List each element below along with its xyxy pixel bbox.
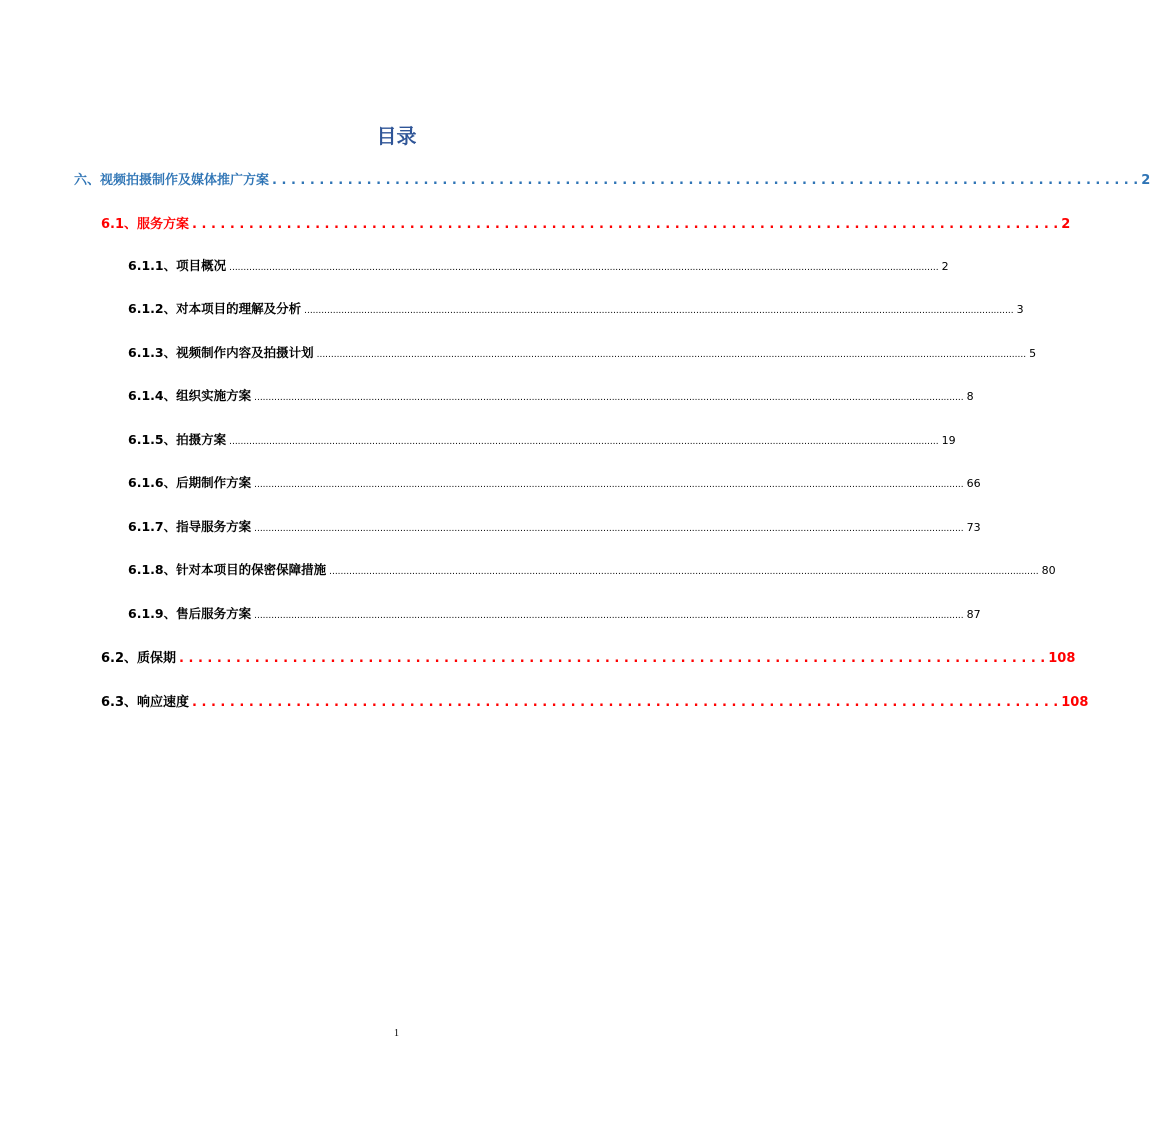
toc-entry-page: 8	[966, 390, 974, 403]
toc-entry-label: 6.1.6、后期制作方案	[128, 475, 252, 490]
toc-entry-page: 66	[966, 477, 981, 490]
dot-leader: . . . . . . . . . . . . . . . . . . . . . . . . . . . . . . . . . . . . . . . . . . . . . . . . . . . . . . . . . . . . . . . . . . . . . . . . . . . . . . . . . . . . . . . . . . . .	[272, 173, 1139, 188]
toc-entry-page: 80	[1041, 564, 1056, 577]
page-title: 目录	[376, 124, 417, 148]
toc-entry-6-1-5[interactable]	[128, 430, 956, 448]
dot-leader: . . . . . . . . . . . . . . . . . . . . . . . . . . . . . . . . . . . . . . . . . . . . . . . . . . . . . . . . . . . . . . . . . . . . . . . . . . . . . . . . . . . . . . . . . . . .	[192, 217, 1059, 232]
dot-leader: ........................................................................................................................................................................................................................................................	[329, 567, 1039, 577]
dot-leader: ........................................................................................................................................................................................................................................................	[229, 263, 939, 273]
toc-entry-label: 6.1.8、针对本项目的保密保障措施	[128, 562, 327, 577]
dot-leader: ........................................................................................................................................................................................................................................................	[254, 393, 964, 403]
toc-entry-6-2[interactable]	[101, 647, 1076, 666]
toc-entry-page: 87	[966, 608, 981, 621]
toc-entry-label: 6.1、服务方案	[101, 217, 190, 232]
toc-entry-6-1-6[interactable]	[128, 473, 981, 491]
toc-entry-page: 73	[966, 521, 981, 534]
dot-leader: ........................................................................................................................................................................................................................................................	[254, 611, 964, 621]
toc-entry-label: 6.1.7、指导服务方案	[128, 519, 252, 534]
toc-entry-6-1-4[interactable]	[128, 386, 974, 404]
toc-entry-label: 6.1.1、项目概况	[128, 258, 227, 273]
dot-leader: . . . . . . . . . . . . . . . . . . . . . . . . . . . . . . . . . . . . . . . . . . . . . . . . . . . . . . . . . . . . . . . . . . . . . . . . . . . . . . . . . . . . . . . . . . . .	[192, 695, 1059, 710]
toc-entry-6-1-2[interactable]	[128, 299, 1024, 317]
toc-entry-6-1-9[interactable]	[128, 604, 981, 622]
toc-entry-label: 6.1.5、拍摄方案	[128, 432, 227, 447]
toc-entry-6-3[interactable]	[101, 691, 1089, 710]
dot-leader: ........................................................................................................................................................................................................................................................	[316, 350, 1027, 360]
dot-leader: ........................................................................................................................................................................................................................................................	[254, 524, 964, 534]
toc-entry-label: 6.1.3、视频制作内容及拍摄计划	[128, 345, 314, 360]
toc-entry-page: 2	[941, 260, 949, 273]
toc-entry-6-1-7[interactable]	[128, 517, 981, 535]
toc-entry-chapter-6[interactable]	[74, 169, 1150, 188]
footer-page-number: 1	[394, 1028, 399, 1039]
toc-entry-label: 6.1.4、组织实施方案	[128, 388, 252, 403]
toc-entry-6-1[interactable]	[101, 213, 1071, 232]
toc-entry-label: 6.1.9、售后服务方案	[128, 606, 252, 621]
dot-leader: ........................................................................................................................................................................................................................................................	[229, 437, 939, 447]
dot-leader: ........................................................................................................................................................................................................................................................	[254, 480, 964, 490]
toc-entry-page: 2	[1141, 173, 1150, 188]
toc-entry-label: 6.2、质保期	[101, 651, 177, 666]
dot-leader: ........................................................................................................................................................................................................................................................	[304, 306, 1014, 316]
toc-entry-page: 2	[1061, 217, 1071, 232]
dot-leader: . . . . . . . . . . . . . . . . . . . . . . . . . . . . . . . . . . . . . . . . . . . . . . . . . . . . . . . . . . . . . . . . . . . . . . . . . . . . . . . . . . . . . . . . . . . .	[179, 651, 1046, 666]
toc-entry-6-1-1[interactable]	[128, 256, 949, 274]
toc-entry-label: 6.3、响应速度	[101, 695, 190, 710]
toc-entry-label: 六、视频拍摄制作及媒体推广方案	[74, 173, 270, 188]
toc-entry-page: 3	[1016, 303, 1024, 316]
toc-entry-page: 5	[1029, 347, 1037, 360]
toc-entry-6-1-8[interactable]	[128, 560, 1056, 578]
toc-entry-label: 6.1.2、对本项目的理解及分析	[128, 301, 302, 316]
toc-entry-6-1-3[interactable]	[128, 343, 1037, 361]
toc-entry-page: 19	[941, 434, 956, 447]
toc-entry-page: 108	[1061, 695, 1089, 710]
toc-entry-page: 108	[1048, 651, 1076, 666]
